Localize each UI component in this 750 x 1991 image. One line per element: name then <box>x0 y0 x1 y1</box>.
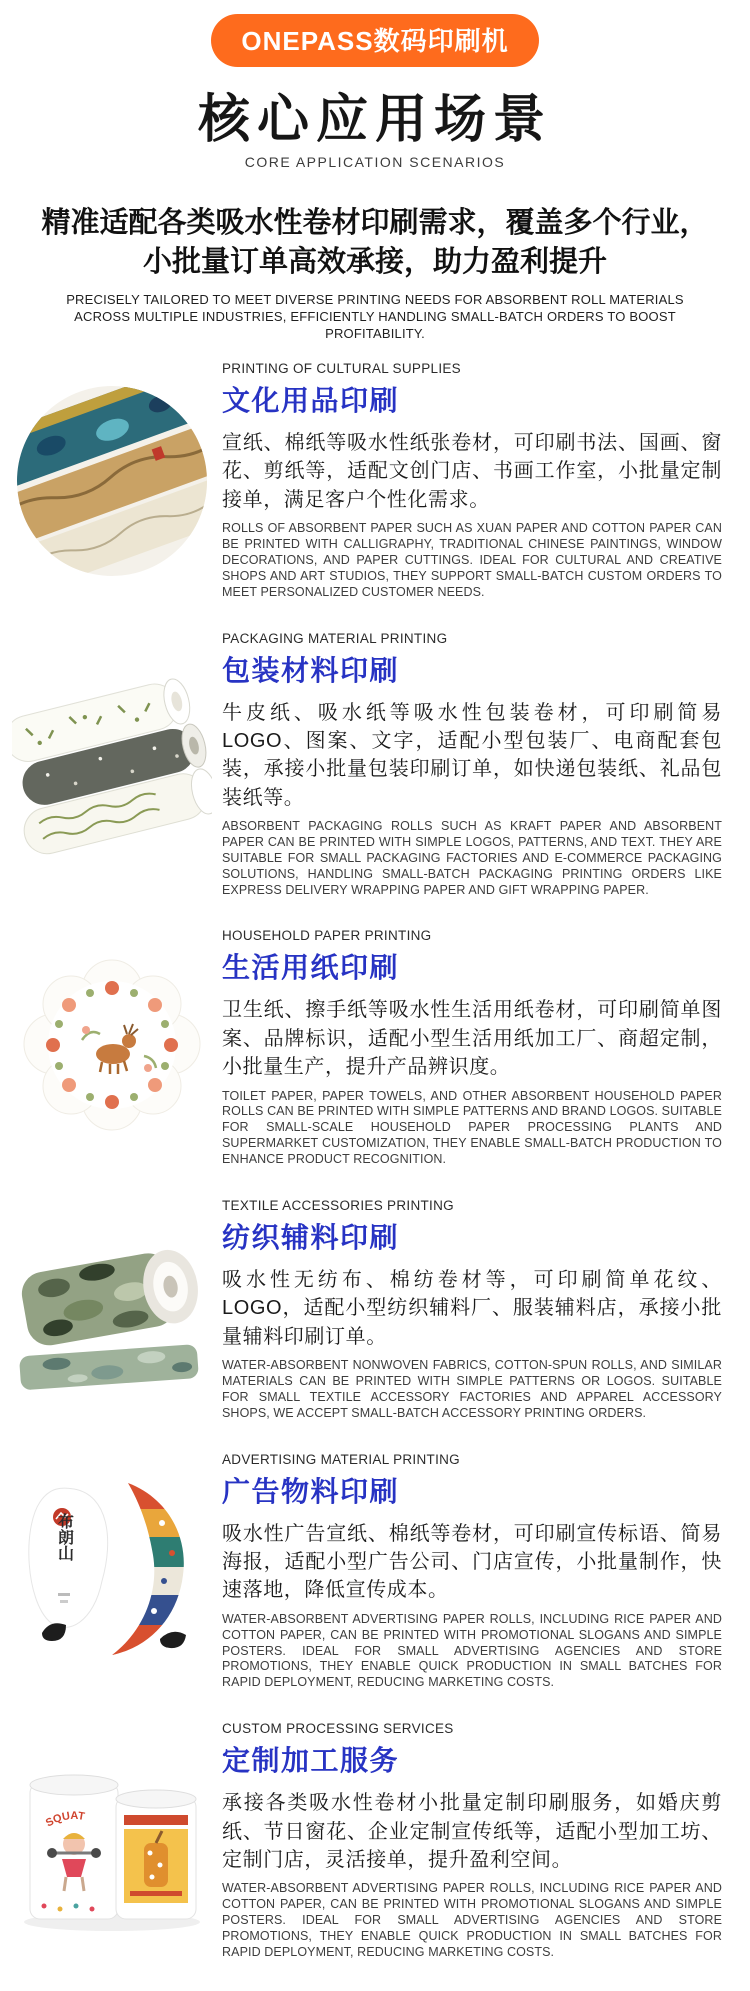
section-body-zh: 承接各类吸水性卷材小批量定制印刷服务，如婚庆剪纸、节日窗花、企业定制宣传纸等，适配小型加工坊、定制门店，灵活接单，提升盈利空间。 <box>222 1792 722 1871</box>
advertising-material-image <box>8 1471 216 1671</box>
section-body-en: WATER-ABSORBENT ADVERTISING PAPER ROLLS, INCLUDING RICE PAPER AND COTTON PAPER, CAN BE PRINTED WITH PROMOTIONAL SLOGANS AND SIMPLE POSTERS. IDEAL FOR SMALL ADVERTISING AGENCIES AND STORE PROMOTIONS, THEY ENABLE QUICK PRODUCTION IN SMALL BATCHES FOR RAPID DEPLOYMENT, REDUCING MARKETING COSTS. <box>222 1611 722 1690</box>
section-body-en: TOILET PAPER, PAPER TOWELS, AND OTHER ABSORBENT HOUSEHOLD PAPER ROLLS CAN BE PRINTED WITH SIMPLE PATTERNS AND BRAND LOGOS. SUITABLE FOR SMALL-SCALE HOUSEHOLD PAPER PROCESSING PLANTS AND SUPERMARKET CUSTOMIZATION, THEY ENABLE SMALL-BATCH PRODUCTION TO ENHANCE PRODUCT RECOGNITION. <box>222 1088 722 1167</box>
section-heading: 生活用纸印刷 <box>222 952 400 984</box>
section-heading: 纺织辅料印刷 <box>222 1221 400 1253</box>
section-cultural-supplies <box>0 361 750 601</box>
section-heading: 定制加工服务 <box>222 1745 400 1777</box>
section-label: CUSTOM PROCESSING SERVICES <box>222 1721 454 1737</box>
section-label: TEXTILE ACCESSORIES PRINTING <box>222 1197 454 1213</box>
section-label: ADVERTISING MATERIAL PRINTING <box>222 1451 460 1467</box>
section-advertising-material <box>0 1452 750 1692</box>
section-body-en: WATER-ABSORBENT ADVERTISING PAPER ROLLS, INCLUDING RICE PAPER AND COTTON PAPER, CAN BE PRINTED WITH PROMOTIONAL SLOGANS AND SIMPLE POSTERS. IDEAL FOR SMALL ADVERTISING AGENCIES AND STORE PROMOTIONS, THEY ENABLE QUICK PRODUCTION IN SMALL BATCHES FOR RAPID DEPLOYMENT, REDUCING MARKETING COSTS. <box>222 1881 722 1959</box>
page-title: 核心应用场景 <box>197 91 552 149</box>
cultural-supplies-image <box>8 381 216 581</box>
section-label: PACKAGING MATERIAL PRINTING <box>222 630 448 646</box>
household-paper-image <box>8 948 216 1148</box>
section-body-zh: 牛皮纸、吸水纸等吸水性包装卷材，可印刷简易LOGO、图案、文字，适配小型包装厂、电商配套包装，承接小批量包装印刷订单，如快递包装纸、礼品包装纸等。 <box>222 701 722 809</box>
section-heading: 包装材料印刷 <box>222 654 400 686</box>
intro-block <box>38 204 712 343</box>
intro-text-zh: 精准适配各类吸水性卷材印刷需求，覆盖多个行业，小批量订单高效承接，助力盈利提升 <box>41 207 709 279</box>
section-body-en: ROLLS OF ABSORBENT PAPER SUCH AS XUAN PAPER AND COTTON PAPER CAN BE PRINTED WITH CALLIGRAPHY, TRADITIONAL CHINESE PAINTINGS, WINDOW DECORATIONS, AND PAPER CUTTINGS. IDEAL FOR CULTURAL AND CREATIVE SHOPS AND ART STUDIOS, THEY SUPPORT SMALL-BATCH CUSTOM ORDERS TO MEET PERSONALIZED CUSTOMER NEEDS. <box>222 521 722 599</box>
label-roll-text: SQUAT <box>43 1809 86 1830</box>
section-body-zh: 吸水性广告宣纸、棉纸等卷材，可印刷宣传标语、简易海报，适配小型广告公司、门店宣传，小批量制作，快速落地，降低宣传成本。 <box>222 1522 722 1602</box>
section-textile-accessories <box>0 1198 750 1422</box>
brand-sign-text: 布朗山 <box>55 1513 73 1562</box>
section-label: PRINTING OF CULTURAL SUPPLIES <box>222 360 461 376</box>
textile-accessories-image <box>8 1210 216 1410</box>
section-body-en: ABSORBENT PACKAGING ROLLS SUCH AS KRAFT PAPER AND ABSORBENT PAPER CAN BE PRINTED WITH SIMPLE LOGOS, PATTERNS, AND TEXT. THEY ARE SUITABLE FOR SMALL PACKAGING FACTORIES AND E-COMMERCE PACKAGING SOLUTIONS, HANDLING SMALL-BATCH PACKAGING PRINTING ORDERS LIKE EXPRESS DELIVERY WRAPPING PAPER AND GIFT WRAPPING PAPER. <box>222 819 722 897</box>
scenario-sections <box>0 361 750 1961</box>
intro-text-en: PRECISELY TAILORED TO MEET DIVERSE PRINTING NEEDS FOR ABSORBENT ROLL MATERIALS ACROSS MULTIPLE INDUSTRIES, EFFICIENTLY HANDLING SMALL-BATCH ORDERS TO BOOST PROFITABILITY. <box>66 292 684 342</box>
packaging-material-image <box>8 664 216 864</box>
section-body-zh: 卫生纸、擦手纸等吸水性生活用纸卷材，可印刷简单图案、品牌标识，适配小型生活用纸加工厂、商超定制，小批量生产，提升产品辨识度。 <box>222 999 722 1079</box>
section-household-paper <box>0 928 750 1168</box>
custom-processing-image <box>8 1741 216 1941</box>
section-label: HOUSEHOLD PAPER PRINTING <box>222 928 432 944</box>
section-packaging-material <box>0 631 750 899</box>
section-heading: 广告物料印刷 <box>222 1475 400 1507</box>
section-custom-processing <box>0 1721 750 1961</box>
section-body-en: WATER-ABSORBENT NONWOVEN FABRICS, COTTON-SPUN ROLLS, AND SIMILAR MATERIALS CAN BE PRINTED WITH SIMPLE PATTERNS OR LOGOS. SUITABLE FOR SMALL TEXTILE ACCESSORY FACTORIES AND APPAREL ACCESSORY SHOPS, WE ACCEPT SMALL-BATCH ACCESSORY PRINTING ORDERS. <box>222 1358 722 1420</box>
section-heading: 文化用品印刷 <box>222 384 400 416</box>
section-body-zh: 宣纸、棉纸等吸水性纸张卷材，可印刷书法、国画、窗花、剪纸等，适配文创门店、书画工作室，小批量定制接单，满足客户个性化需求。 <box>222 431 722 511</box>
page-header <box>0 0 750 170</box>
page-subtitle: CORE APPLICATION SCENARIOS <box>244 154 506 170</box>
section-body-zh: 吸水性无纺布、棉纺卷材等，可印刷简单花纹、LOGO，适配小型纺织辅料厂、服装辅料店，承接小批量辅料印刷订单。 <box>222 1268 722 1348</box>
brand-badge: ONEPASS数码印刷机 <box>211 14 538 67</box>
